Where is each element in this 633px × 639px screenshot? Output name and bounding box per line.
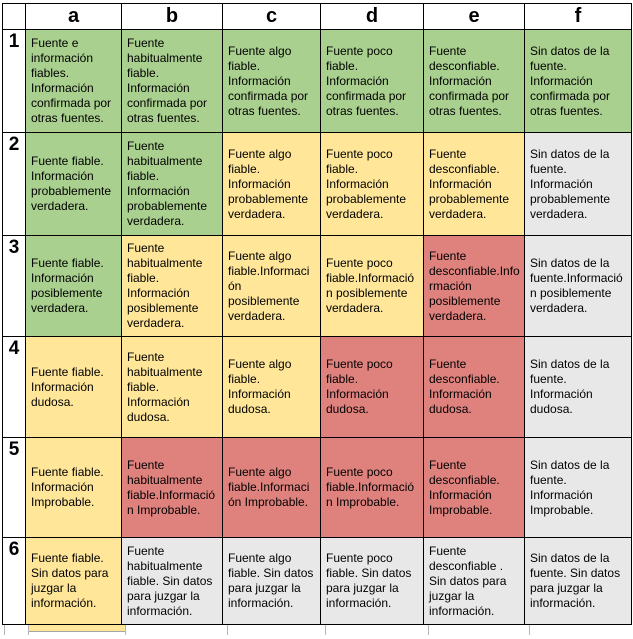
cell-b5[interactable]: Fuente habitualmente fiable.Información Improbable. xyxy=(122,438,223,538)
cell-c5[interactable]: Fuente algo fiable.Información Improbable. xyxy=(223,438,321,538)
cell-b1[interactable]: Fuente habitualmente fiable. Información confirmada por otras fuentes. xyxy=(122,30,223,133)
table-row xyxy=(3,337,632,438)
gridline xyxy=(428,625,429,635)
cell-a1[interactable]: Fuente e información fiables. Información confirmada por otras fuentes. xyxy=(26,30,122,133)
cell-a6[interactable]: Fuente fiable. Sin datos para juzgar la información. xyxy=(26,538,122,625)
gridline xyxy=(227,625,228,635)
cell-d2[interactable]: Fuente poco fiable. Información probablemente verdadera. xyxy=(321,133,424,236)
partial-cell-a7[interactable] xyxy=(28,625,126,632)
table-row xyxy=(3,133,632,236)
cell-c2[interactable]: Fuente algo fiable. Información probablemente verdadera. xyxy=(223,133,321,236)
cell-d1[interactable]: Fuente poco fiable. Información confirmada por otras fuentes. xyxy=(321,30,424,133)
column-header-a[interactable]: a xyxy=(26,4,122,30)
column-header-row xyxy=(3,4,632,30)
gridline xyxy=(325,625,326,635)
cell-f5[interactable]: Sin datos de la fuente. Información Improbable. xyxy=(525,438,632,538)
reliability-matrix xyxy=(2,3,632,625)
gridline xyxy=(125,625,126,635)
cell-c1[interactable]: Fuente algo fiable. Información confirmada por otras fuentes. xyxy=(223,30,321,133)
cell-b3[interactable]: Fuente habitualmente fiable. Información posiblemente verdadera. xyxy=(122,236,223,337)
gridline xyxy=(28,625,29,635)
column-header-e[interactable]: e xyxy=(424,4,525,30)
partial-next-row xyxy=(2,625,633,636)
row-number-4[interactable]: 4 xyxy=(3,337,26,438)
cell-c6[interactable]: Fuente algo fiable. Sin datos para juzgar la información. xyxy=(223,538,321,625)
gridline xyxy=(4,625,5,635)
cell-b2[interactable]: Fuente habitualmente fiable. Información probablemente verdadera. xyxy=(122,133,223,236)
corner-cell[interactable] xyxy=(3,4,26,30)
cell-f2[interactable]: Sin datos de la fuente. Información probablemente verdadera. xyxy=(525,133,632,236)
table-row xyxy=(3,236,632,337)
row-number-2[interactable]: 2 xyxy=(3,133,26,236)
cell-a5[interactable]: Fuente fiable. Información Improbable. xyxy=(26,438,122,538)
cell-f6[interactable]: Sin datos de la fuente. Sin datos para juzgar la información. xyxy=(525,538,632,625)
column-header-f[interactable]: f xyxy=(525,4,632,30)
cell-f3[interactable]: Sin datos de la fuente.Información posiblemente verdadera. xyxy=(525,236,632,337)
cell-e6[interactable]: Fuente desconfiable . Sin datos para juzgar la información. xyxy=(424,538,525,625)
table-row xyxy=(3,438,632,538)
cell-a2[interactable]: Fuente fiable. Información probablemente verdadera. xyxy=(26,133,122,236)
cell-d4[interactable]: Fuente poco fiable. Información dudosa. xyxy=(321,337,424,438)
cell-d6[interactable]: Fuente poco fiable. Sin datos para juzgar la información. xyxy=(321,538,424,625)
cell-a4[interactable]: Fuente fiable. Información dudosa. xyxy=(26,337,122,438)
cell-e5[interactable]: Fuente desconfiable. Información Improbable. xyxy=(424,438,525,538)
cell-e1[interactable]: Fuente desconfiable. Información confirmada por otras fuentes. xyxy=(424,30,525,133)
cell-d3[interactable]: Fuente poco fiable.Información posiblemente verdadera. xyxy=(321,236,424,337)
cell-d5[interactable]: Fuente poco fiable.Información Improbable. xyxy=(321,438,424,538)
cell-e2[interactable]: Fuente desconfiable. Información probablemente verdadera. xyxy=(424,133,525,236)
cell-e3[interactable]: Fuente desconfiable.Información posiblemente verdadera. xyxy=(424,236,525,337)
column-header-b[interactable]: b xyxy=(122,4,223,30)
cell-c3[interactable]: Fuente algo fiable.Información posiblemente verdadera. xyxy=(223,236,321,337)
cell-f4[interactable]: Sin datos de la fuente. Información dudosa. xyxy=(525,337,632,438)
cell-b6[interactable]: Fuente habitualmente fiable. Sin datos para juzgar la información. xyxy=(122,538,223,625)
cell-c4[interactable]: Fuente algo fiable. Información dudosa. xyxy=(223,337,321,438)
cell-b4[interactable]: Fuente habitualmente fiable. Información dudosa. xyxy=(122,337,223,438)
gridline xyxy=(529,625,530,635)
cell-a3[interactable]: Fuente fiable. Información posiblemente verdadera. xyxy=(26,236,122,337)
table-row xyxy=(3,538,632,625)
cell-e4[interactable]: Fuente desconfiable. Información dudosa. xyxy=(424,337,525,438)
table-row xyxy=(3,30,632,133)
row-number-3[interactable]: 3 xyxy=(3,236,26,337)
cell-f1[interactable]: Sin datos de la fuente. Información confirmada por otras fuentes. xyxy=(525,30,632,133)
column-header-c[interactable]: c xyxy=(223,4,321,30)
row-number-1[interactable]: 1 xyxy=(3,30,26,133)
column-header-d[interactable]: d xyxy=(321,4,424,30)
row-number-5[interactable]: 5 xyxy=(3,438,26,538)
row-number-6[interactable]: 6 xyxy=(3,538,26,625)
